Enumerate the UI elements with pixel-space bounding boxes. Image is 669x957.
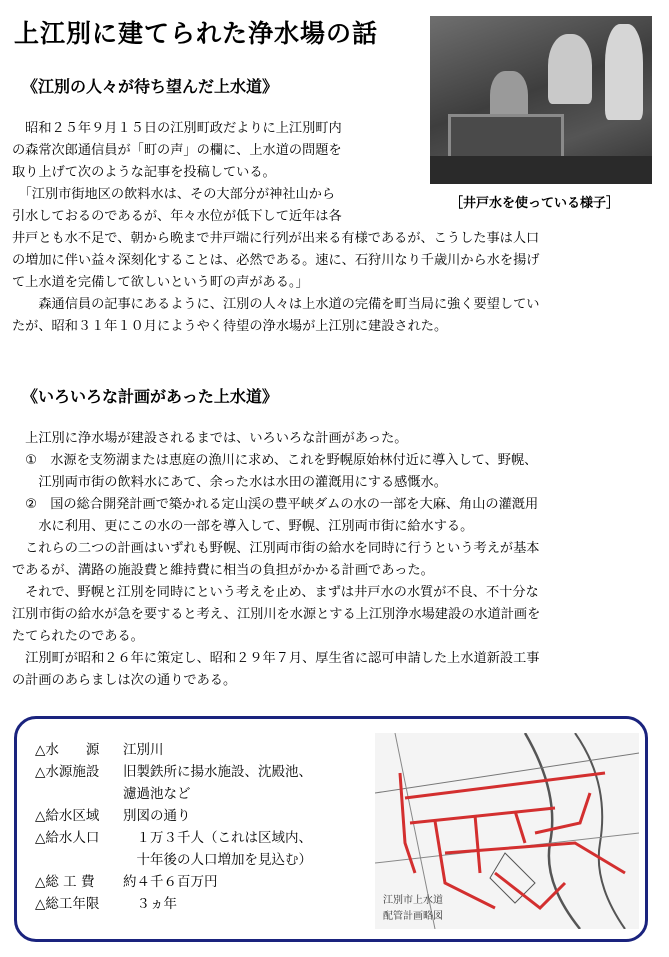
photo-figure-person <box>548 34 592 104</box>
spec-value: 旧製鉄所に揚水施設、沈殿池、 <box>123 764 312 780</box>
spec-label: △総工年限 <box>35 896 100 912</box>
spec-value: 江別川 <box>123 742 164 758</box>
spec-label: △水源施設 <box>35 764 100 780</box>
map-caption-line2: 配管計画略図 <box>383 911 443 922</box>
text-line: これらの二つの計画はいずれも野幌、江別両市街の給水を同時に行うという考えが基本 <box>12 541 540 556</box>
spec-value: ３ヵ年 <box>123 896 177 912</box>
spec-label: △水 源 <box>35 742 100 758</box>
text-line: であるが、溝路の施設費と維持費に相当の負担がかかる計画であった。 <box>12 563 434 578</box>
section2-paragraph <box>12 428 662 692</box>
text-line: 昭和２５年９月１５日の江別町政だよりに上江別町内 <box>12 121 342 136</box>
text-line: 引水しておるのであるが、年々水位が低下して近年は各 <box>12 209 342 224</box>
section1-heading: 《江別の人々が待ち望んだ上水道》 <box>22 77 279 96</box>
photo-caption: ［井戸水を使っている様子］ <box>450 196 620 211</box>
spec-row-population <box>35 827 312 849</box>
text-line: たが、昭和３１年１０月にようやく待望の浄水場が上江別に建設された。 <box>12 319 448 334</box>
section2-heading: 《いろいろな計画があった上水道》 <box>22 387 278 406</box>
text-line: の増加に伴い益々深刻化することは、必然である。速に、石狩川なり千歳川から水を揚げ <box>12 253 540 268</box>
text-line: ① 水源を支笏湖または恵庭の漁川に求め、これを野幌原始林付近に導入して、野幌、 <box>12 453 538 468</box>
plan-summary-box <box>14 716 648 942</box>
map-caption-line1: 江別市上水道 <box>383 895 443 906</box>
section1-paragraph-a <box>12 118 432 228</box>
text-line: の計画のあらましは次の通りである。 <box>12 673 237 688</box>
spec-value-continued: 濾過池など <box>123 786 191 802</box>
well-photo <box>430 16 652 184</box>
spec-row-cost <box>35 871 312 893</box>
text-line: 水に利用、更にこの水の一部を導入して、野幌、江別両市街に給水する。 <box>12 519 474 534</box>
text-line: 江別両市街の飲料水にあて、余った水は水田の灌漑用にする感慨水。 <box>12 475 447 490</box>
text-line: 上江別に浄水場が建設されるまでは、いろいろな計画があった。 <box>12 431 408 446</box>
text-line: 森通信員の記事にあるように、江別の人々は上水道の完備を町当局に強く要望してい <box>12 297 540 312</box>
text-line: たてられたのである。 <box>12 629 144 644</box>
text-line: それで、野幌と江別を同時にという考えを止め、まずは井戸水の水質が不良、不十分な <box>12 585 539 600</box>
photo-figure-person <box>605 24 643 120</box>
spec-label: △総 工 費 <box>35 874 95 890</box>
text-line: て上水道を完備して欲しいという町の声がある。」 <box>12 275 309 290</box>
photo-ground <box>430 156 652 184</box>
spec-value: １万３千人（これは区域内、 <box>123 830 312 846</box>
section1-paragraph-b <box>12 228 662 338</box>
spec-row-facility <box>35 761 312 783</box>
text-line: 江別市街の給水が急を要すると考え、江別川を水源とする上江別浄水場建設の水道計画を <box>12 607 541 622</box>
water-pipe-plan-map <box>375 733 639 929</box>
spec-label: △給水人口 <box>35 830 100 846</box>
plan-spec-list <box>35 739 312 915</box>
spec-value-continued: 十年後の人口増加を見込む） <box>123 852 312 868</box>
text-line: 「江別市街地区の飲料水は、その大部分が神社山から <box>12 187 336 202</box>
text-line: ② 国の総合開発計画で築かれる定山渓の豊平峡ダムの水の一部を大麻、角山の灌漑用 <box>12 497 539 512</box>
spec-row-area <box>35 805 312 827</box>
text-line: 井戸とも水不足で、朝から晩まで井戸端に行列が出来る有様であるが、こうした事は人口 <box>12 231 540 246</box>
text-line: の森常次郎通信員が「町の声」の欄に、上水道の問題を <box>12 143 342 158</box>
text-line: 江別町が昭和２６年に策定し、昭和２９年７月、厚生省に認可申請した上水道新設工事 <box>12 651 540 666</box>
spec-row-water-source <box>35 739 312 761</box>
spec-value: 別図の通り <box>123 808 191 824</box>
spec-label: △給水区域 <box>35 808 100 824</box>
spec-value: 約４千６百万円 <box>123 874 218 890</box>
text-line: 取り上げて次のような記事を投稿している。 <box>12 165 276 180</box>
spec-row-period <box>35 893 312 915</box>
page-title: 上江別に建てられた浄水場の話 <box>14 19 379 48</box>
